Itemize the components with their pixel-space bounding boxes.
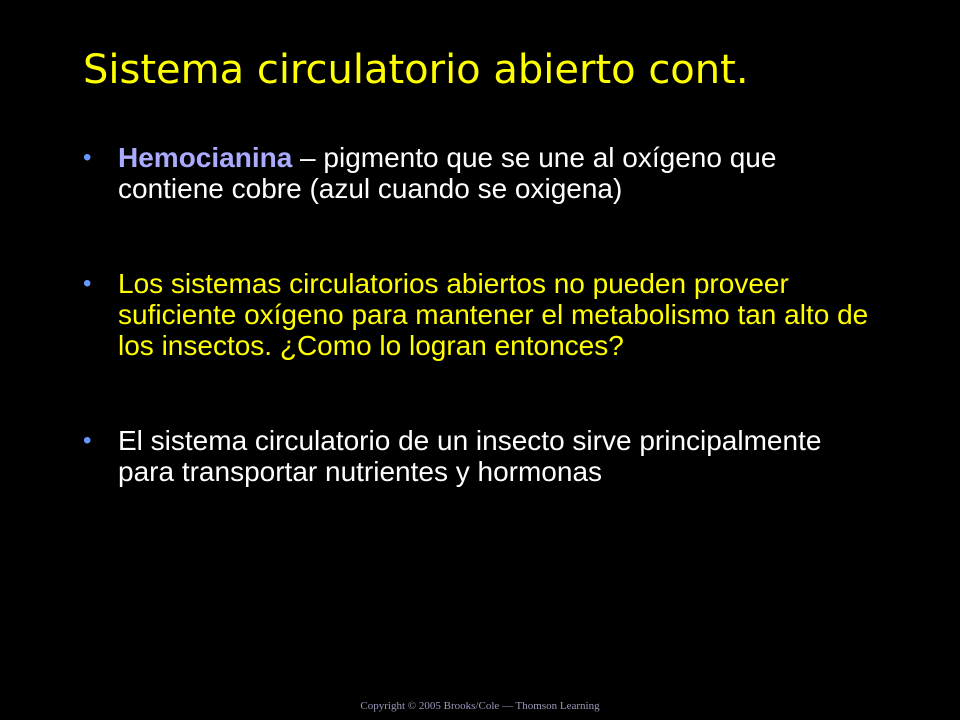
copyright-notice: Copyright © 2005 Brooks/Cole — Thomson Learning (360, 700, 600, 712)
bullet-marker: • (83, 427, 92, 454)
bullet-item-open-systems (83, 268, 883, 361)
bullet-marker: • (83, 270, 92, 297)
bullet-text: Los sistemas circulatorios abiertos no pueden proveer suficiente oxígeno para mantener el metabolismo tan alto de los insectos. ¿Como lo logran entonces? (118, 268, 869, 361)
bullet-list (83, 142, 883, 487)
bullet-text: – pigmento que se une al oxígeno que contiene cobre (azul cuando se oxigena) (118, 142, 777, 204)
slide-title: Sistema circulatorio abierto cont. (83, 47, 749, 93)
bullet-marker: • (83, 144, 92, 171)
bullet-item-hemocianina (83, 142, 883, 204)
bullet-term: Hemocianina (118, 142, 293, 173)
bullet-text: El sistema circulatorio de un insecto sirve principalmente para transportar nutrientes y hormonas (118, 425, 822, 487)
bullet-item-insect-system (83, 425, 883, 487)
